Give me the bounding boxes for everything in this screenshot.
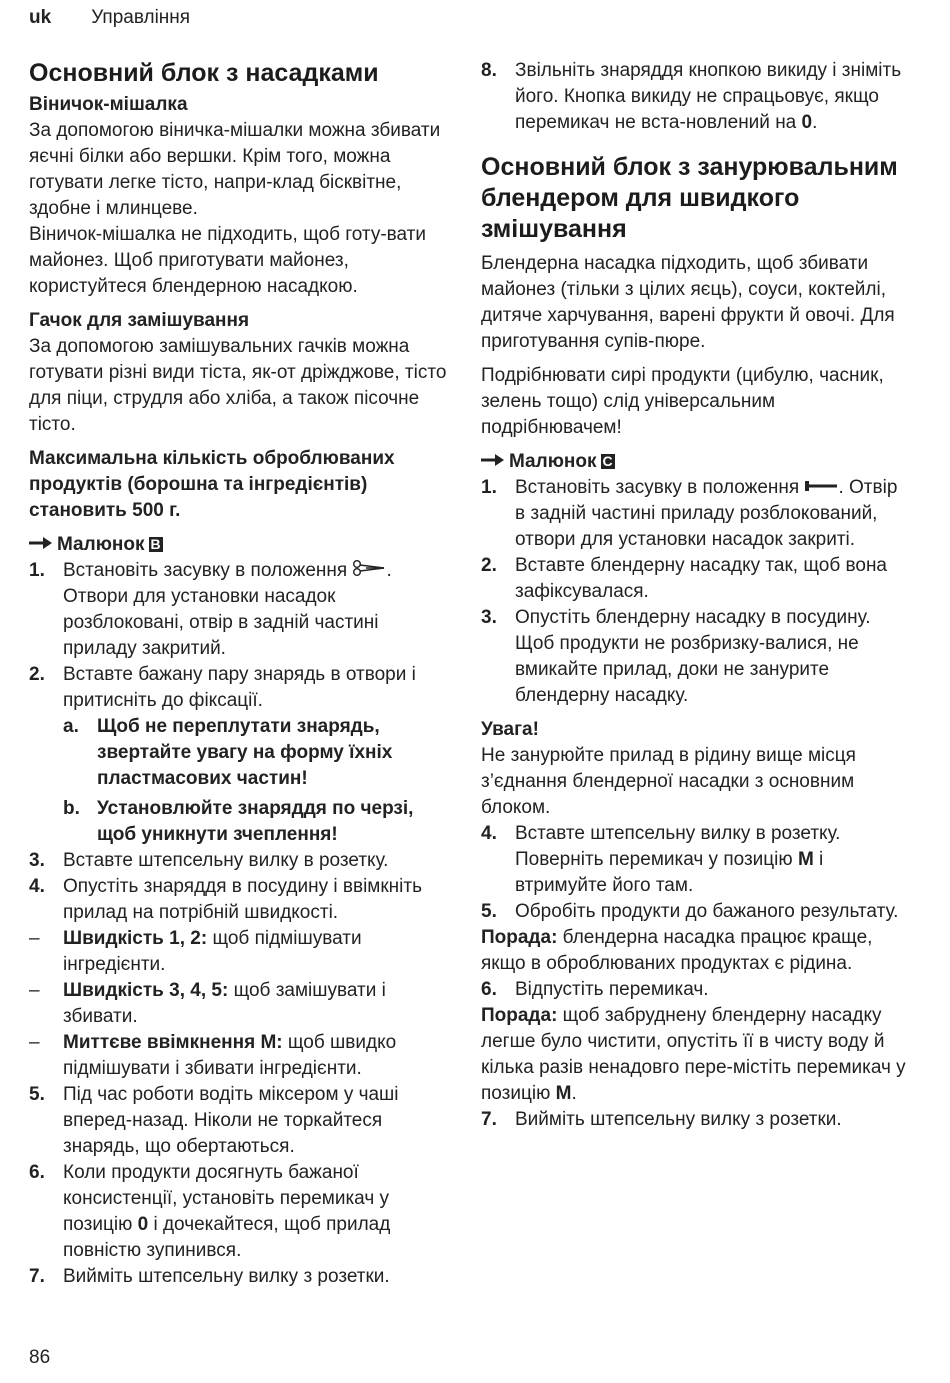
step-7: 7. Вийміть штепсельну вилку з розетки. <box>29 1266 390 1288</box>
tip-1: Порада: блендерна насадка працює краще, якщо в оброблюваних продуктах є рідина. <box>481 927 873 975</box>
left-column <box>29 58 451 1290</box>
section-title-attachments: Основний блок з насадками <box>29 59 379 87</box>
blender-intro-2: Подрібнювати сирі продукти (цибулю, часник, зелень тощо) слід універсальним подрібнювачем! <box>481 365 884 438</box>
step-3: 3. Вставте штепсельну вилку в розетку. <box>29 850 389 872</box>
step-6: 6. Відпустіть перемикач. <box>481 979 709 1001</box>
speed-option-1: – Швидкість 1, 2: щоб підмішувати інгредієнти. <box>29 928 362 976</box>
blender-intro-1: Блендерна насадка підходить, щоб збивати майонез (тільки з цілих яєць), соуси, коктейлі, дитяче харчування, варені фрукти й овочі. Для приготування супів-пюре. <box>481 253 895 352</box>
section-name: Управління <box>91 7 191 28</box>
step-2: 2. Вставте блендерну насадку так, щоб вона зафіксувалася. <box>481 555 888 603</box>
whisk-heading: Віничок-мішалка <box>29 94 188 115</box>
speed-option-3: – Миттєве ввімкнення M: щоб швидко підмішувати і збивати інгредієнти. <box>29 1032 397 1080</box>
whisk-text-2: Віничок-мішалка не підходить, щоб готу-вати майонез. Щоб приготувати майонез, користуйтеся блендерною насадкою. <box>29 224 426 297</box>
max-quantity-note: Максимальна кількість оброблюваних продуктів (борошна та інгредієнтів) становить 500 г. <box>29 448 395 521</box>
blender-slot-icon <box>804 475 838 501</box>
speed-option-2: – Швидкість 3, 4, 5: щоб замішувати і збивати. <box>29 980 386 1028</box>
step-6: 6. Коли продукти досягнуть бажаної консистенції, установіть перемикач у позицію 0 і дочекайтеся, щоб прилад повністю зупинився. <box>29 1162 391 1262</box>
step-5: 5. Обробіть продукти до бажаного результату. <box>481 901 899 923</box>
step-4: 4. Вставте штепсельну вилку в розетку. Поверніть перемикач у позицію M і втримуйте його там. <box>481 823 841 897</box>
attachment-slot-icon <box>352 558 386 584</box>
language-code: uk <box>29 7 52 28</box>
arrow-right-icon <box>481 449 509 475</box>
step-2: 2. Вставте бажану пару знарядь в отвори і притисніть до фіксації. <box>29 664 416 712</box>
step-5: 5. Під час роботи водіть міксером у чаші вперед-назад. Ніколи не торкайтеся знарядь, що обертаються. <box>29 1084 399 1158</box>
figure-label: Малюнок <box>57 534 145 555</box>
step-3: 3. Опустіть блендерну насадку в посудину. Щоб продукти не розбризку-валися, не вмикайте прилад, доки не занурите блендерну насадку. <box>481 607 871 707</box>
step-1: 1. Встановіть засувку в положення . Отвір в задній частині приладу розблокований, отвори для установки насадок закриті. <box>481 477 898 551</box>
page-header <box>29 7 190 29</box>
warning-title: Увага! <box>481 719 539 741</box>
tip-2: Порада: щоб забруднену блендерну насадку легше було чистити, опустіть її в чисту воду й кілька разів ненадовго пере-містіть перемикач у позицію M. <box>481 1005 906 1105</box>
figure-label: Малюнок <box>509 451 597 472</box>
whisk-text-1: За допомогою віничка-мішалки можна збивати яєчні білки або вершки. Крім того, можна готувати легке тісто, напри-клад бісквітне, здобне і млинцеве. <box>29 120 441 219</box>
step-1: 1. Встановіть засувку в положення . Отвори для установки насадок розблоковані, отвір в задній частині приладу закритий. <box>29 560 392 660</box>
figure-letter-badge: B <box>150 536 161 552</box>
step-7: 7. Вийміть штепсельну вилку з розетки. <box>481 1109 842 1131</box>
figure-reference <box>29 532 451 558</box>
right-column <box>481 58 911 1133</box>
step-2a: a. Щоб не переплутати знарядь, звертайте увагу на форму їхніх пластмасових частин! <box>63 716 393 790</box>
step-8: 8. Звільніть знаряддя кнопкою викиду і зніміть його. Кнопка викиду не спрацьовує, якщо перемикач не вста-новлений на 0. <box>481 60 902 133</box>
section-title-blender: Основний блок з занурювальним блендером для швидкого змішування <box>481 153 898 243</box>
hook-heading: Гачок для замішування <box>29 310 250 331</box>
warning-text: Не занурюйте прилад в рідину вище місця з’єднання блендерної насадки з основним блоком. <box>481 745 856 819</box>
step-4: 4. Опустіть знаряддя в посудину і ввімкніть прилад на потрібній швидкості. <box>29 876 422 924</box>
figure-reference <box>481 449 911 475</box>
figure-letter-badge: C <box>602 453 613 469</box>
page-number: 86 <box>29 1347 51 1368</box>
step-2b: b. Установлюйте знаряддя по черзі, щоб уникнути зчеплення! <box>63 798 414 846</box>
hook-text: За допомогою замішувальних гачків можна готувати різні види тіста, як-от дріжджове, тісто для піци, струдля або хліба, а також пісочне тісто. <box>29 336 447 435</box>
arrow-right-icon <box>29 532 57 558</box>
